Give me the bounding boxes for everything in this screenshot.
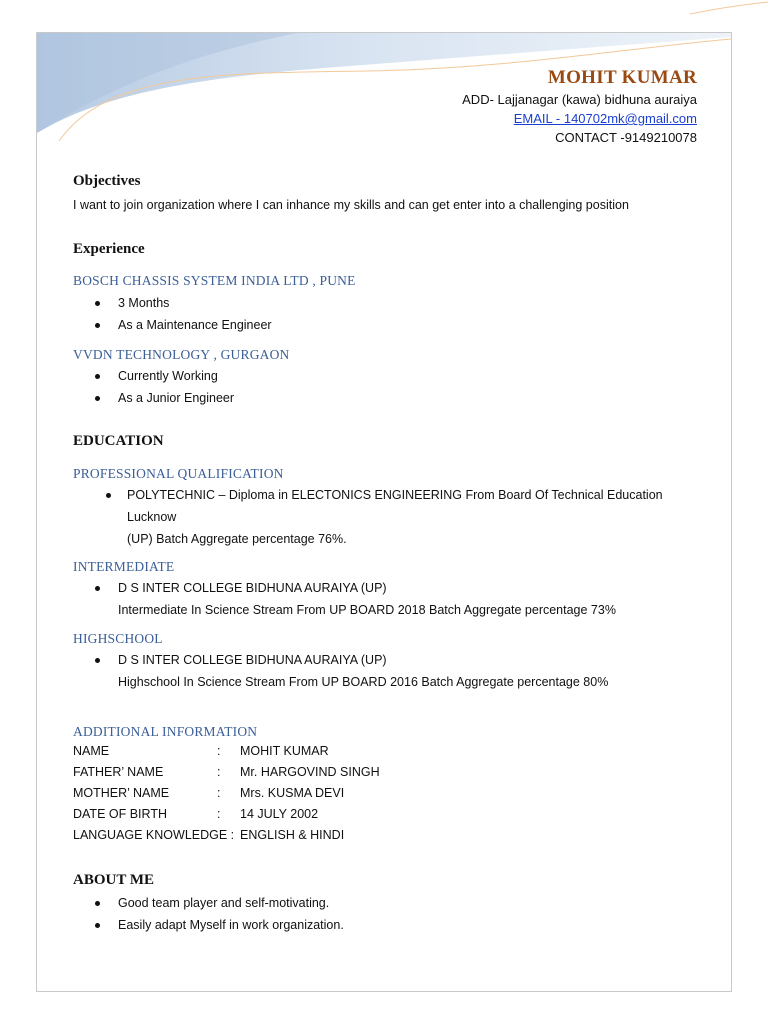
info-value: MOHIT KUMAR — [240, 744, 329, 758]
about-heading: ABOUT ME — [73, 872, 154, 888]
company-bosch: BOSCH CHASSIS SYSTEM INDIA LTD , PUNE — [73, 273, 356, 288]
objectives-heading: Objectives — [73, 173, 141, 189]
list-item: Currently Working — [73, 365, 234, 387]
info-separator: : — [217, 744, 221, 758]
resume-page — [36, 32, 732, 992]
address-line: ADD- Lajjanagar (kawa) bidhuna auraiya — [462, 92, 697, 107]
info-label: NAME — [73, 744, 110, 758]
highschool-details — [73, 649, 608, 693]
list-item: As a Maintenance Engineer — [73, 314, 272, 336]
intermediate-details — [73, 577, 616, 621]
objectives-text: I want to join organization where I can inhance my skills and can get enter into a challenging position — [73, 198, 629, 212]
highschool-stream: Highschool In Science Stream From UP BOARD 2016 Batch Aggregate percentage 80% — [118, 675, 609, 689]
contact-line: CONTACT -9149210078 — [555, 130, 697, 145]
list-item — [73, 484, 713, 550]
list-item — [73, 649, 608, 693]
company-vvdn: VVDN TECHNOLOGY , GURGAON — [73, 347, 290, 362]
list-item: Good team player and self-motivating. — [73, 892, 344, 914]
email-link[interactable]: EMAIL - 140702mk@gmail.com — [513, 111, 697, 126]
info-separator: : — [217, 765, 221, 779]
highschool-title: HIGHSCHOOL — [73, 631, 163, 646]
info-label: LANGUAGE KNOWLEDGE : — [73, 828, 235, 842]
list-item: Easily adapt Myself in work organization. — [73, 914, 344, 936]
info-separator: : — [217, 786, 221, 800]
education-heading: EDUCATION — [73, 433, 164, 449]
info-value: Mr. HARGOVIND SINGH — [240, 765, 380, 779]
info-label: MOTHER’ NAME — [73, 786, 170, 800]
experience-heading: Experience — [73, 241, 145, 257]
list-item — [73, 577, 616, 621]
info-label: FATHER’ NAME — [73, 765, 164, 779]
intermediate-college: D S INTER COLLEGE BIDHUNA AURAIYA (UP) — [118, 581, 387, 595]
polytechnic-aggregate: (UP) Batch Aggregate percentage 76%. — [127, 532, 347, 546]
list-item: As a Junior Engineer — [73, 387, 234, 409]
list-item: 3 Months — [73, 292, 272, 314]
info-value: 14 JULY 2002 — [240, 807, 319, 821]
professional-qualification-title: PROFESSIONAL QUALIFICATION — [73, 466, 284, 481]
highschool-college: D S INTER COLLEGE BIDHUNA AURAIYA (UP) — [118, 653, 387, 667]
info-separator: : — [217, 807, 221, 821]
about-points — [73, 892, 344, 936]
info-value: Mrs. KUSMA DEVI — [240, 786, 345, 800]
additional-info-title: ADDITIONAL INFORMATION — [73, 724, 258, 739]
candidate-name: MOHIT KUMAR — [547, 67, 697, 88]
intermediate-stream: Intermediate In Science Stream From UP BOARD 2018 Batch Aggregate percentage 73% — [118, 603, 616, 617]
info-value: ENGLISH & HINDI — [240, 828, 345, 842]
professional-details — [73, 484, 713, 550]
intermediate-title: INTERMEDIATE — [73, 559, 175, 574]
polytechnic-line: POLYTECHNIC – Diploma in ELECTONICS ENGINEERING From Board Of Technical Education Lucknow — [127, 488, 663, 524]
info-label: DATE OF BIRTH — [73, 807, 167, 821]
bosch-details — [73, 292, 272, 336]
contact-header — [462, 66, 697, 147]
vvdn-details — [73, 365, 234, 409]
